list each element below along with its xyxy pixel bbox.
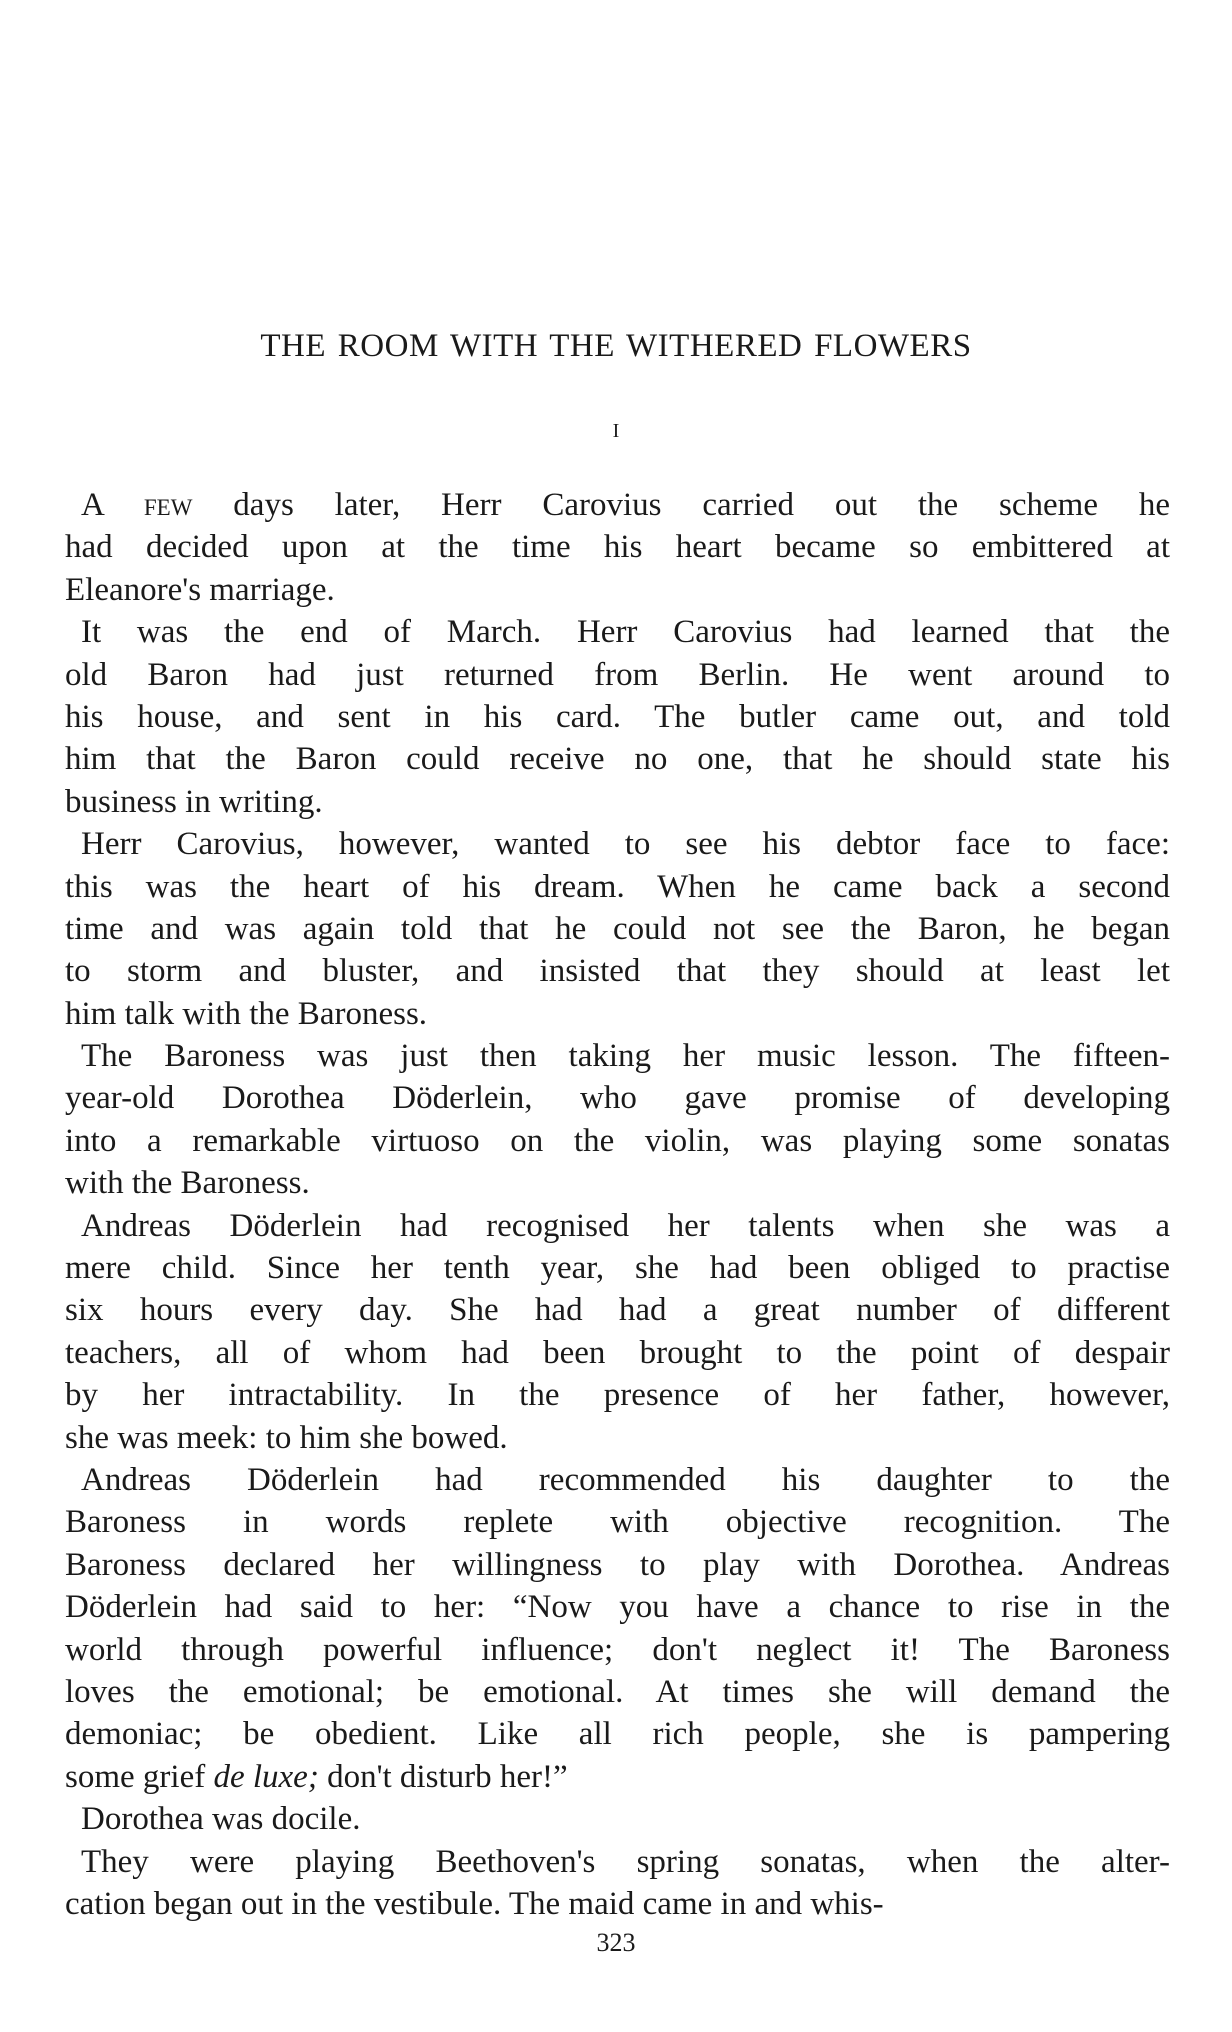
text-line: she was meek: to him she bowed. bbox=[65, 1419, 508, 1456]
paragraph bbox=[65, 1798, 1170, 1840]
text-line: They were playing Beethoven's spring sonatas, when the alter- bbox=[81, 1843, 1170, 1880]
text-line: Andreas Döderlein had recognised her talents when she was a bbox=[81, 1207, 1170, 1244]
text-line: Döderlein had said to her: “Now you have a chance to rise in the bbox=[65, 1589, 1170, 1626]
text-line: business in writing. bbox=[65, 783, 323, 820]
text-line: Eleanore's marriage. bbox=[65, 571, 335, 608]
page-number: 323 bbox=[596, 1928, 636, 1957]
text-line: Herr Carovius, however, wanted to see his debtor face to face: bbox=[81, 826, 1170, 863]
text-line: with the Baroness. bbox=[65, 1165, 310, 1202]
text-line: Andreas Döderlein had recommended his daughter to the bbox=[81, 1461, 1170, 1498]
section-number: I bbox=[612, 420, 620, 442]
italic-phrase: de luxe; bbox=[213, 1758, 319, 1795]
text-line: mere child. Since her tenth year, she had been obliged to practise bbox=[65, 1250, 1170, 1287]
text-line: loves the emotional; be emotional. At times she will demand the bbox=[65, 1673, 1170, 1710]
text-line: time and was again told that he could not see the Baron, he began bbox=[65, 910, 1170, 947]
paragraph bbox=[65, 1841, 1170, 1926]
paragraph bbox=[65, 1205, 1170, 1459]
text-line: cation began out in the vestibule. The maid came in and whis- bbox=[65, 1885, 884, 1922]
text-line: him talk with the Baroness. bbox=[65, 995, 428, 1032]
text-line: some grief de luxe; don't disturb her!” bbox=[65, 1758, 568, 1795]
text-line: A few days later, Herr Carovius carried out the scheme he bbox=[81, 487, 1170, 523]
text-line: The Baroness was just then taking her music lesson. The fifteen- bbox=[81, 1038, 1170, 1075]
small-caps-word: few bbox=[143, 487, 193, 523]
text-line: Baroness in words replete with objective recognition. The bbox=[65, 1504, 1170, 1541]
paragraph bbox=[65, 823, 1170, 1035]
text-line: old Baron had just returned from Berlin. He went around to bbox=[65, 656, 1170, 693]
body-text bbox=[65, 484, 1170, 1925]
text-line: him that the Baron could receive no one, that he should state his bbox=[65, 741, 1170, 778]
text-line: demoniac; be obedient. Like all rich people, she is pampering bbox=[65, 1716, 1170, 1753]
text-line: to storm and bluster, and insisted that they should at least let bbox=[65, 953, 1170, 990]
chapter-title: THE ROOM WITH THE WITHERED FLOWERS bbox=[260, 328, 972, 364]
text-line: Baroness declared her willingness to play with Dorothea. Andreas bbox=[65, 1546, 1170, 1583]
text-line: six hours every day. She had had a great number of different bbox=[65, 1292, 1170, 1329]
text-line: this was the heart of his dream. When he came back a second bbox=[65, 868, 1170, 905]
paragraph bbox=[65, 611, 1170, 823]
text-line: by her intractability. In the presence of her father, however, bbox=[65, 1377, 1170, 1414]
text-line: his house, and sent in his card. The butler came out, and told bbox=[65, 698, 1170, 735]
text-line: Dorothea was docile. bbox=[81, 1801, 361, 1838]
text-line: teachers, all of whom had been brought to the point of despair bbox=[65, 1334, 1170, 1371]
paragraph bbox=[65, 1459, 1170, 1798]
text-line: had decided upon at the time his heart became so embittered at bbox=[65, 529, 1170, 566]
text-line: It was the end of March. Herr Carovius had learned that the bbox=[81, 614, 1170, 651]
text-line: world through powerful influence; don't neglect it! The Baroness bbox=[65, 1631, 1170, 1668]
text-line: year-old Dorothea Döderlein, who gave promise of developing bbox=[65, 1080, 1170, 1117]
paragraph bbox=[65, 1035, 1170, 1205]
paragraph bbox=[65, 526, 1170, 611]
text-line: into a remarkable virtuoso on the violin, was playing some sonatas bbox=[65, 1122, 1170, 1159]
